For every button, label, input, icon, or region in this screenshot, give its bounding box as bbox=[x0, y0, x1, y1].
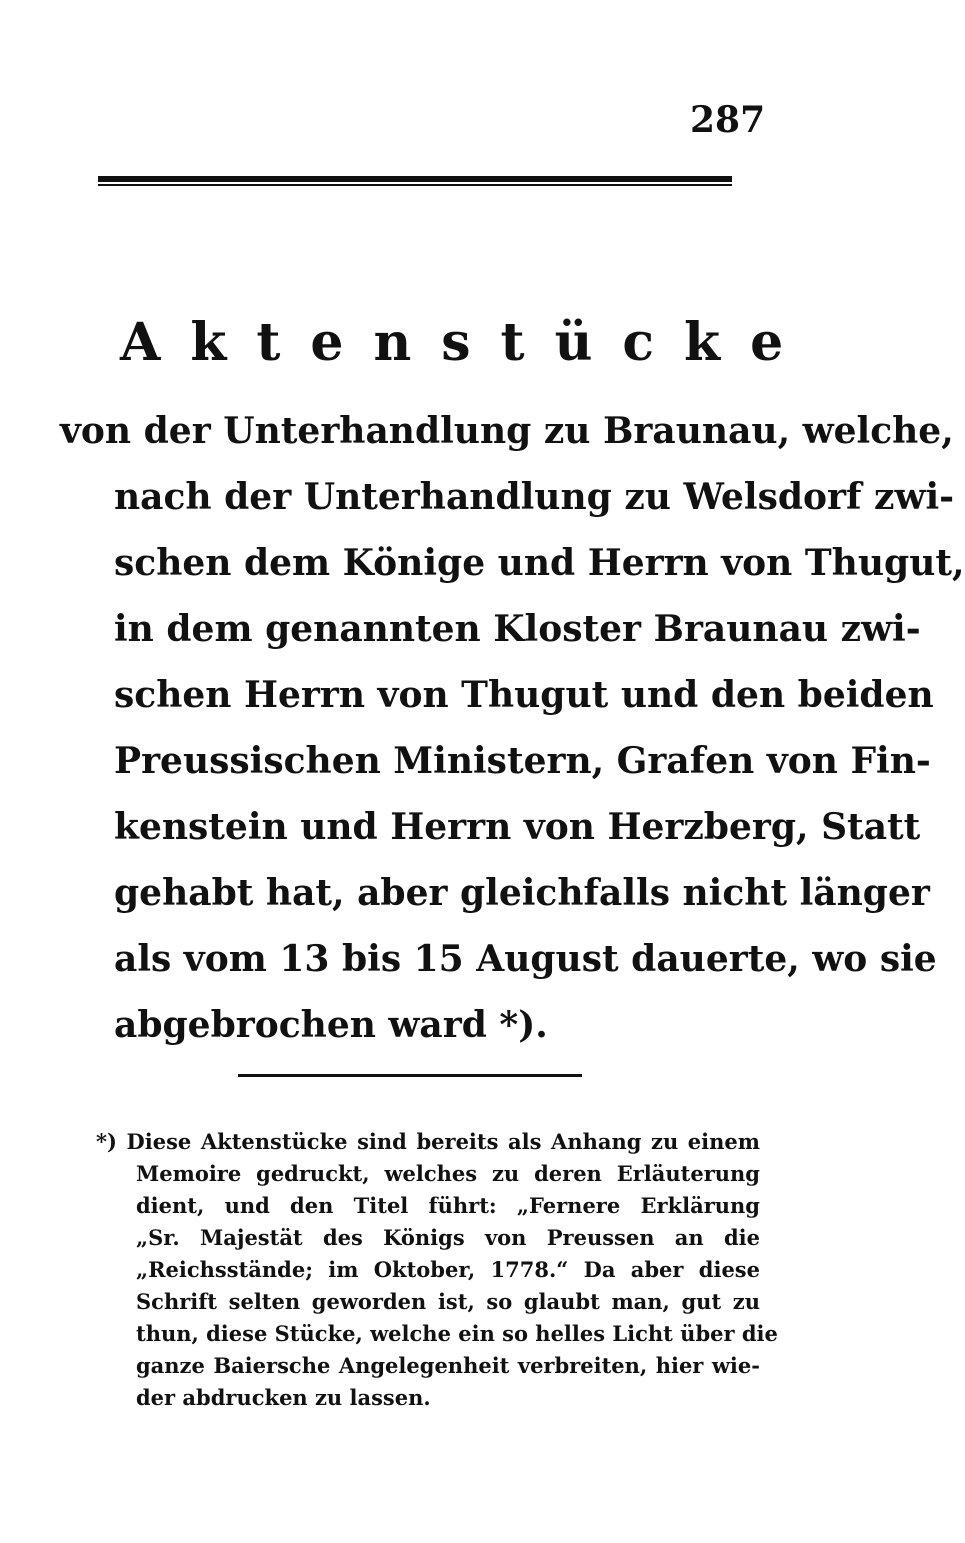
footnote-line: „Reichsstände; im Oktober, 1778.“ Da aber diese bbox=[136, 1257, 760, 1282]
main-text-line: gehabt hat, aber gleichfalls nicht länger bbox=[114, 872, 930, 914]
header-rule bbox=[98, 176, 732, 186]
header-rule-thick bbox=[98, 176, 732, 182]
page-number: 287 bbox=[690, 99, 766, 141]
main-text-line: schen Herrn von Thugut und den beiden bbox=[114, 674, 934, 716]
footnote bbox=[96, 1126, 778, 1416]
main-text-line: in dem genannten Kloster Braunau zwi- bbox=[114, 608, 921, 650]
main-text-line: nach der Unterhandlung zu Welsdorf zwi- bbox=[114, 476, 955, 518]
main-text bbox=[60, 398, 965, 1058]
footnote-line: dient, und den Titel führt: „Fernere Erklärung bbox=[136, 1193, 760, 1218]
main-text-line: Preussischen Ministern, Grafen von Fin- bbox=[114, 740, 931, 782]
header-rule-thin bbox=[98, 184, 732, 186]
main-text-line: als vom 13 bis 15 August dauerte, wo sie bbox=[114, 938, 937, 980]
footnote-line: ganze Baiersche Angelegenheit verbreiten, hier wie- bbox=[136, 1353, 760, 1378]
footnote-line: der abdrucken zu lassen. bbox=[136, 1385, 431, 1410]
main-text-line: von der Unterhandlung zu Braunau, welche, bbox=[60, 410, 954, 452]
footnote-line: thun, diese Stücke, welche ein so helles Licht über die bbox=[136, 1321, 778, 1346]
main-text-line: kenstein und Herrn von Herzberg, Statt bbox=[114, 806, 921, 848]
footnote-line: Schrift selten geworden ist, so glaubt man, gut zu bbox=[136, 1289, 760, 1314]
footnote-line: Memoire gedruckt, welches zu deren Erläuterung bbox=[136, 1161, 760, 1186]
footnote-line: *) Diese Aktenstücke sind bereits als Anhang zu einem bbox=[96, 1129, 760, 1154]
section-title: Aktenstücke bbox=[120, 312, 814, 373]
footnote-separator bbox=[238, 1074, 582, 1077]
main-text-line: abgebrochen ward *). bbox=[114, 1004, 548, 1046]
main-text-line: schen dem Könige und Herrn von Thugut, bbox=[114, 542, 965, 584]
footnote-line: „Sr. Majestät des Königs von Preussen an die bbox=[136, 1225, 760, 1250]
